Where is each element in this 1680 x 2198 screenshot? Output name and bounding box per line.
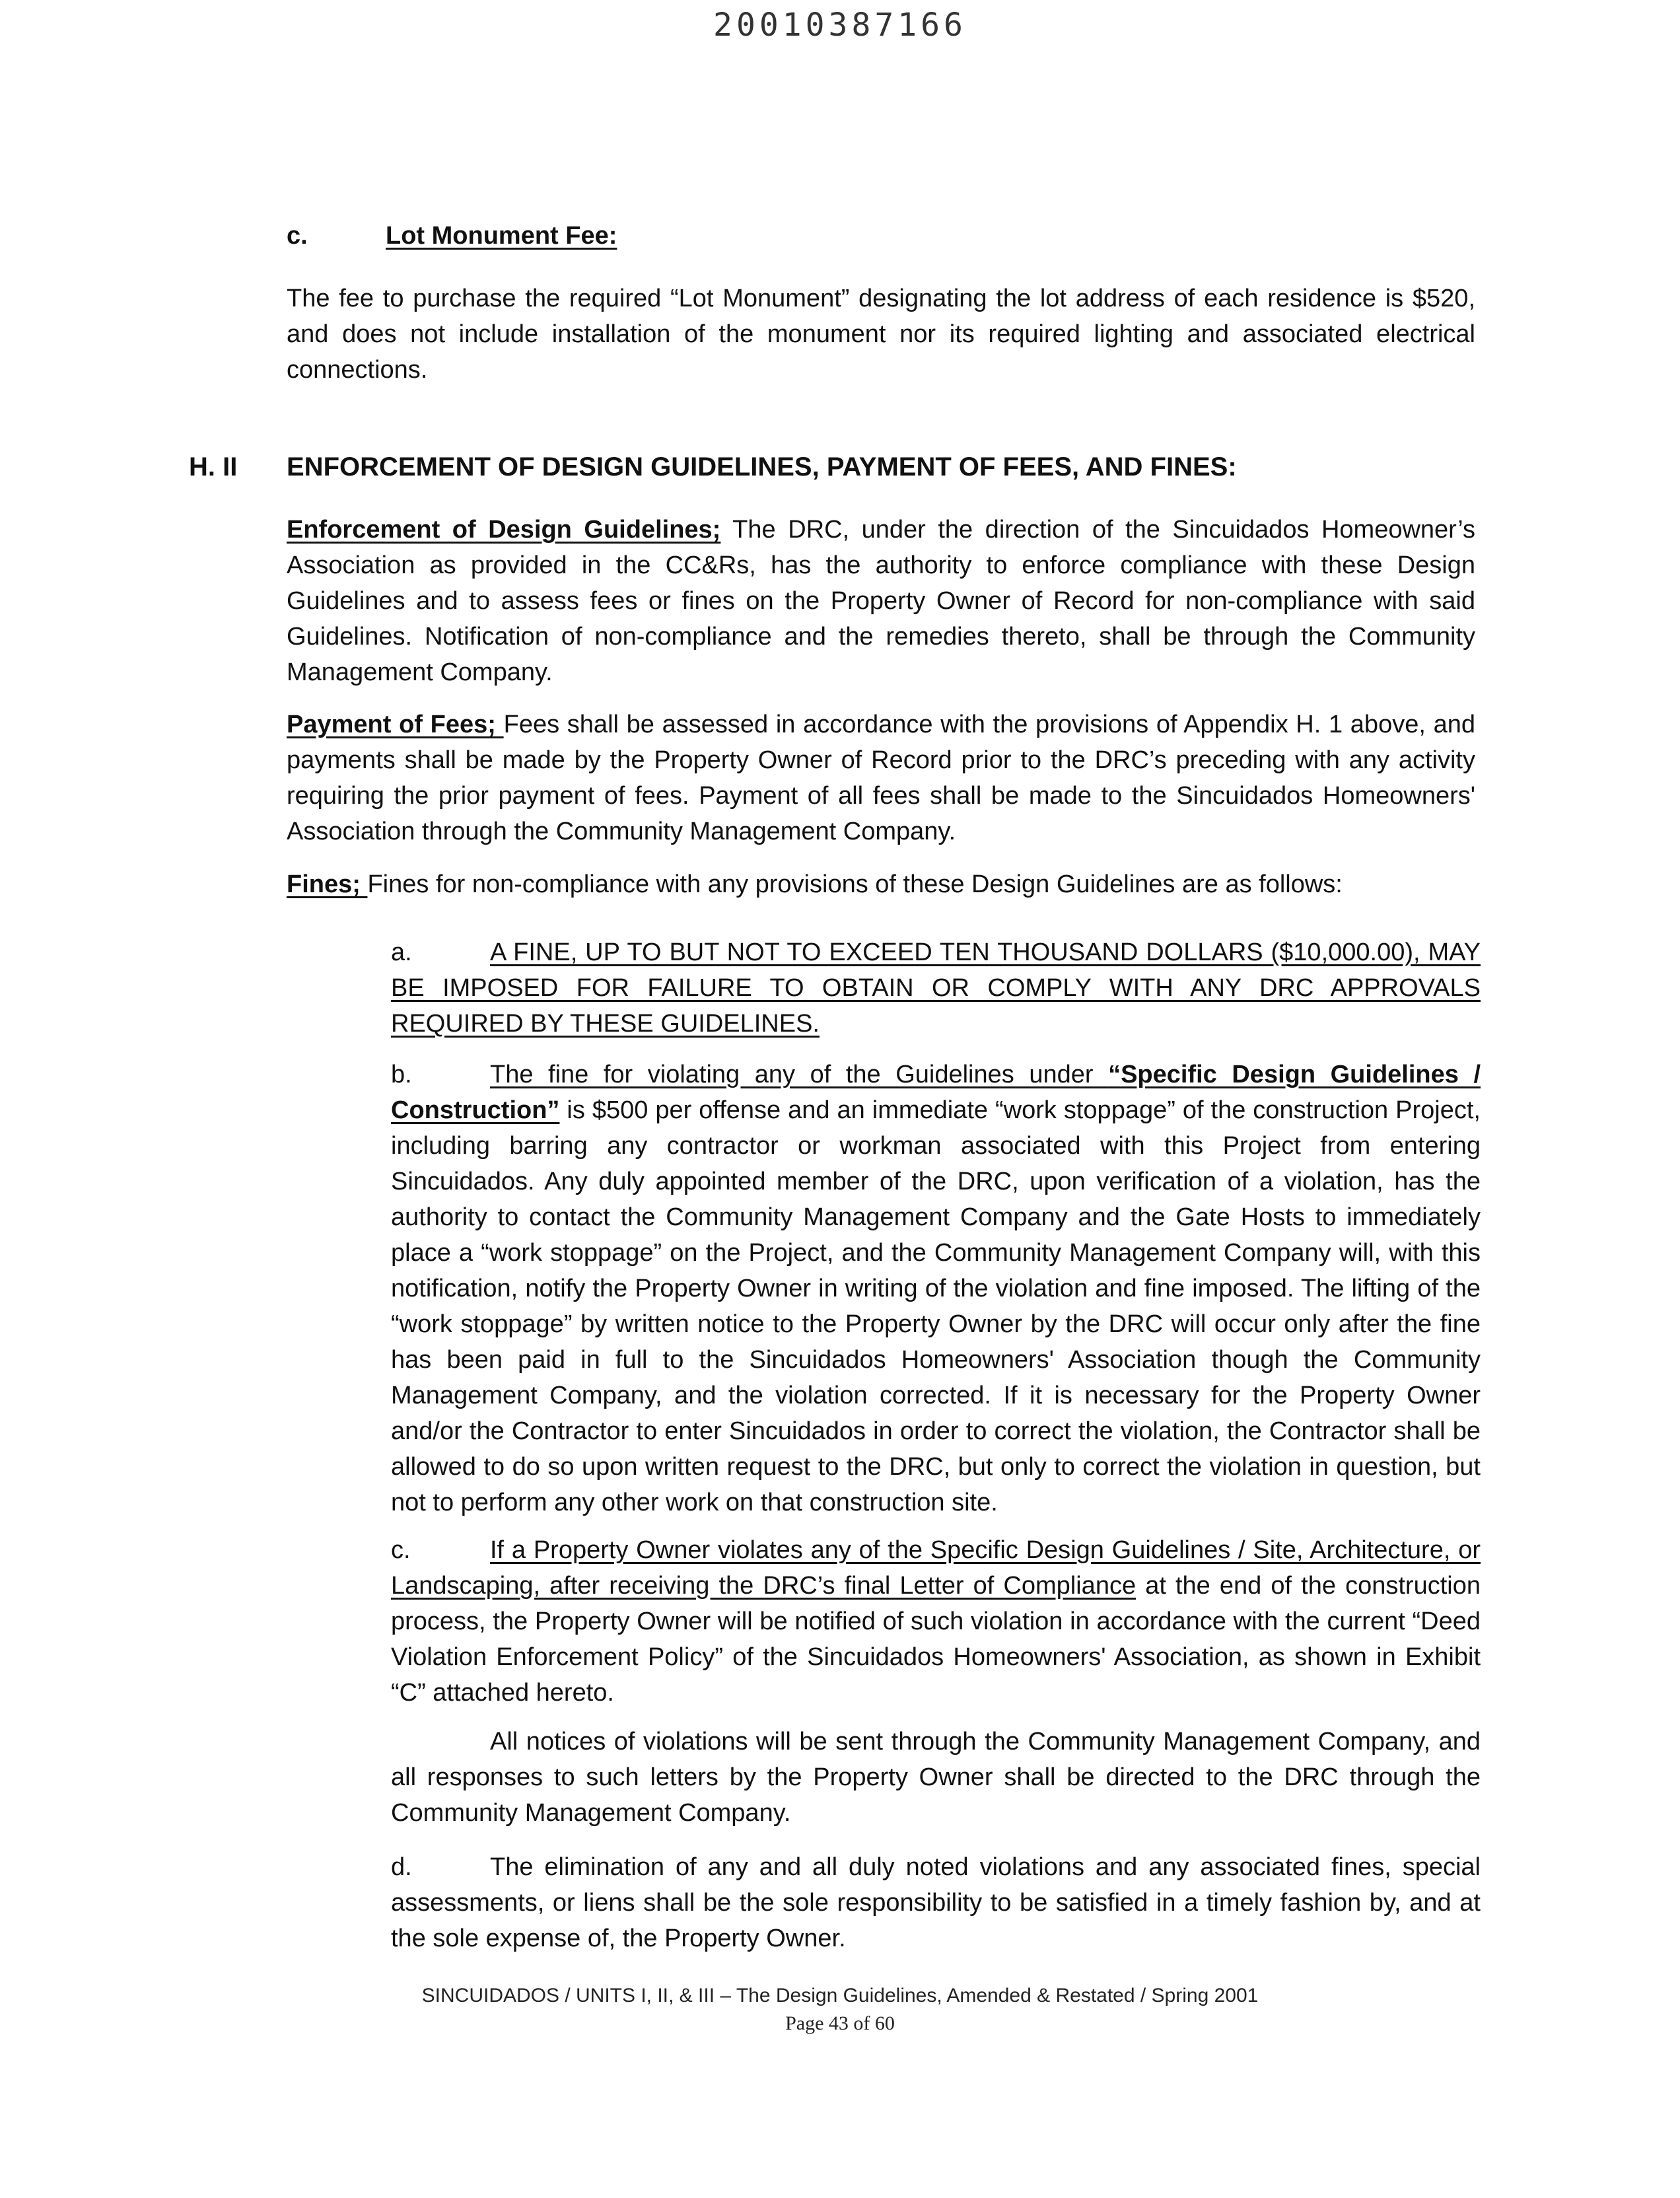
lot-monument-label: c. <box>287 222 308 250</box>
payment-paragraph <box>287 707 1475 849</box>
lot-monument-body: The fee to purchase the required “Lot Monument” designating the lot address of each residence is $520, and does not include installation of the monument nor its required lighting and associated electrical connections. <box>287 285 1475 384</box>
item-b-rest: is $500 per offense and an immediate “work stoppage” of the construction Project, including barring any contractor or workman associated with this Project from entering Sincuidados. Any duly appointed member of the DRC, upon verification of a violation, has the authority to contact the Community Management Company and the Gate Hosts to immediately place a “work stoppage” on the Project, and the Community Management Company will, with this notification, notify the Property Owner in writing of the violation and fine imposed. The lifting of the “work stoppage” by written notice to the Property Owner by the DRC will occur only after the fine has been paid in full to the Sincuidados Homeowners' Association though the Community Management Company, and the violation corrected. If it is necessary for the Property Owner and/or the Contractor to enter Sincuidados in order to correct the violation, the Contractor shall be allowed to do so upon written request to the DRC, but only to correct the violation in question, but not to perform any other work on that construction site. <box>391 1096 1481 1516</box>
item-c-rest: at the end of the construction process, the Property Owner will be notified of such violation in accordance with the current “Deed Violation Enforcement Policy” of the Sincuidados Homeowners' Association, as shown in Exhibit “C” attached hereto. <box>391 1572 1481 1707</box>
payment-body: Fees shall be assessed in accordance with the provisions of Appendix H. 1 above, and payments shall be made by the Property Owner of Record prior to the DRC’s preceding with any activity requiring the prior payment of fees. Payment of all fees shall be made to the Sincuidados Homeowners' Association through the Community Management Company. <box>287 711 1475 845</box>
payment-title: Payment of Fees; <box>287 711 504 738</box>
fines-title: Fines; <box>287 870 368 898</box>
lot-monument-title: Lot Monument Fee: <box>386 222 617 250</box>
item-d-text: The elimination of any and all duly noted violations and any associated fines, special assessments, or liens shall be the sole responsibility to be satisfied in a timely fashion by, and at the sole expense of, the Property Owner. <box>391 1853 1481 1952</box>
section-title: ENFORCEMENT OF DESIGN GUIDELINES, PAYMENT OF FEES, AND FINES: <box>287 452 1237 481</box>
item-b-label: b. <box>391 1061 412 1088</box>
fines-paragraph <box>287 867 1475 902</box>
footer-page-number: Page 43 of 60 <box>785 2012 895 2034</box>
fines-item-b <box>391 1057 1481 1520</box>
notices-text: All notices of violations will be sent through the Community Management Company, and all responses to such letters by the Property Owner shall be directed to the DRC through the Community Management Company. <box>391 1728 1481 1827</box>
item-b-bold: “Specific Design Guidelines / Construction” <box>391 1061 1481 1124</box>
fines-item-a <box>391 935 1481 1042</box>
fines-body: Fines for non-compliance with any provisions of these Design Guidelines are as follows: <box>367 870 1343 898</box>
document-number: 20010387166 <box>713 7 967 44</box>
item-d-label: d. <box>391 1853 412 1881</box>
enforcement-paragraph <box>287 512 1475 690</box>
footer-title: SINCUIDADOS / UNITS I, II, & III – The Design Guidelines, Amended & Restated / Spring 2001 <box>421 1985 1259 2006</box>
item-b-lead: The fine for violating any of the Guidelines under <box>490 1061 1109 1088</box>
section-number: H. II <box>189 452 238 481</box>
enforcement-body: The DRC, under the direction of the Sincuidados Homeowner’s Association as provided in the CC&Rs, has the authority to enforce compliance with these Design Guidelines and to assess fees or fines on the Property Owner of Record for non-compliance with said Guidelines. Notification of non-compliance and the remedies thereto, shall be through the Community Management Company. <box>287 516 1476 686</box>
item-c-underlined: If a Property Owner violates any of the Specific Design Guidelines / Site, Architecture, or Landscaping, after receiving the DRC’s final Letter of Compliance <box>391 1536 1481 1600</box>
fines-item-d <box>391 1849 1481 1956</box>
item-a-text: A FINE, UP TO BUT NOT TO EXCEED TEN THOUSAND DOLLARS ($10,000.00), MAY BE IMPOSED FOR FAILURE TO OBTAIN OR COMPLY WITH ANY DRC APPROVALS REQUIRED BY THESE GUIDELINES. <box>391 939 1481 1038</box>
item-c-label: c. <box>391 1536 411 1564</box>
enforcement-title: Enforcement of Design Guidelines; <box>287 516 721 544</box>
lot-monument-heading <box>287 218 1475 254</box>
item-a-label: a. <box>391 939 412 966</box>
fines-item-c <box>391 1532 1481 1711</box>
notices-paragraph <box>391 1724 1481 1831</box>
